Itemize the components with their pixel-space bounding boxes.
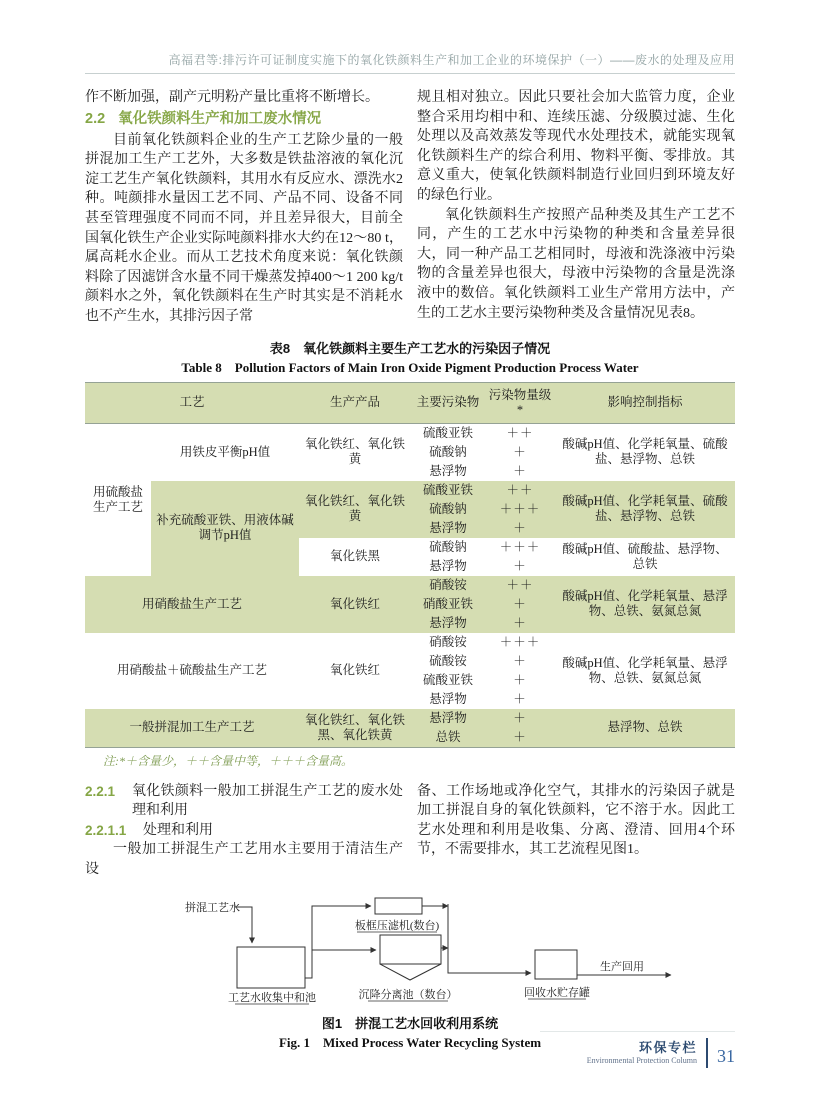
cell-level: ＋＋＋ — [499, 634, 541, 649]
col-header-process: 工艺 — [85, 382, 299, 423]
filter-press-box — [375, 898, 422, 914]
section-number: 2.2.1 — [85, 783, 116, 799]
figure-caption-cn: 图1 拼混工艺水回收利用系统 — [321, 1015, 499, 1031]
table-row — [85, 576, 735, 595]
settling-tank-label: 沉降分离池（数台） — [358, 988, 458, 1001]
cell-product: 氧化铁黑 — [330, 549, 381, 564]
cell-product: 氧化铁红、氧化铁黄 — [299, 481, 411, 538]
section-right-column — [417, 782, 735, 880]
diagram-output-label: 生产回用 — [600, 960, 644, 973]
section-number: 2.2 — [85, 110, 106, 127]
table-row — [85, 709, 735, 728]
storage-tank-box — [535, 950, 577, 979]
cell-indicator: 酸碱pH值、化学耗氧量、硫酸盐、悬浮物、总铁 — [555, 481, 735, 538]
cell-pollutant: 硫酸钠 — [411, 500, 485, 519]
table-header-row — [85, 382, 735, 423]
cell-indicator: 酸碱pH值、化学耗氧量、悬浮物、总铁、氨氮总氮 — [562, 655, 728, 685]
collect-tank-box — [237, 947, 305, 988]
page-number: 31 — [717, 1046, 735, 1066]
section-text-columns — [85, 782, 735, 880]
cell-process-group: 用硫酸盐生产工艺 — [92, 484, 143, 514]
cell-level: ＋ — [513, 558, 527, 573]
cell-pollutant: 悬浮物 — [411, 614, 485, 633]
cell-indicator: 酸碱pH值、化学耗氧量、悬浮物、总铁、氨氮总氮 — [555, 576, 735, 633]
table-footnote: 注:*＋含量少，＋＋含量中等，＋＋＋含量高。 — [103, 753, 353, 768]
cell-pollutant: 硝酸亚铁 — [411, 595, 485, 614]
cell-pollutant: 硫酸钠 — [429, 444, 467, 459]
cell-pollutant: 硝酸铵 — [429, 634, 467, 649]
cell-process: 补充硫酸亚铁、用液体碱调节pH值 — [151, 481, 299, 576]
cell-pollutant: 总铁 — [411, 728, 485, 748]
cell-pollutant: 悬浮物 — [411, 519, 485, 538]
page-footer — [587, 1038, 735, 1068]
storage-tank-label: 回收水贮存罐 — [524, 986, 590, 999]
footer-rule — [540, 1031, 735, 1032]
top-text-columns — [85, 88, 735, 327]
cell-process-group: 用硝酸盐＋硫酸盐生产工艺 — [117, 663, 268, 678]
cell-level: ＋ — [513, 691, 527, 706]
cell-pollutant: 硫酸亚铁 — [411, 481, 485, 500]
body-paragraph: 规且相对独立。因此只要社会加大监管力度，企业整合采用均相中和、连续压滤、分级膜过滤、生化处理以及高效蒸发等现代水处理技术，就能实现氧化铁颜料生产的综合利用、物料平衡、零排放。其意义重大，使氧化铁颜料制造行业回归到环境友好的绿色行业。 — [417, 90, 735, 203]
cell-level: ＋ — [485, 595, 555, 614]
section-heading-2-2-1 — [85, 782, 403, 821]
body-paragraph: 目前氧化铁颜料企业的生产工艺除少量的一般拼混加工生产工艺外，大多数是铁盐溶液的氧化沉淀工艺生产氧化铁颜料，其用水有反应水、漂洗水2种。吨颜排水量因工艺不同、产品不同、设备不同甚至管理强度不同而不同，并且差异很大，目前全国氧化铁生产企业实际吨颜料排水大约在12～80 t，属高耗水企业。而从工艺技术角度来说：氧化铁颜料除了因滤饼含水量不同干燥蒸发掉400～1 200 kg/t颜料水之外，氧化铁颜料在生产时其实是不消耗水也不产生水，其排污因子常 — [85, 132, 403, 324]
cell-level: ＋＋ — [506, 425, 534, 440]
settling-tank-funnel — [380, 964, 441, 980]
cell-level: ＋ — [513, 653, 527, 668]
page-content — [85, 88, 735, 1051]
cell-pollutant: 悬浮物 — [429, 463, 467, 478]
body-paragraph: 氧化铁颜料生产按照产品种类及其生产工艺不同，产生的工艺水中污染物的种类和含量差异很大，同一种产品工艺相同时，母液和洗涤液中污染物的含量差异也很大，母液中污染物的含量是洗涤液中的数倍。氧化铁颜料工业生产常用方法中，产生的工艺水主要污染物种类及含量情况见表8。 — [417, 207, 735, 321]
cell-level: ＋ — [513, 444, 527, 459]
body-paragraph: 备、工作场地或净化空气，其排水的污染因子就是加工拼混自身的氧化铁颜料，它不溶于水。因此工艺水处理和利用是收集、分离、澄清、回用4个环节，不需要排水，其工艺流程见图1。 — [417, 783, 735, 858]
cell-pollutant: 硫酸亚铁 — [423, 672, 474, 687]
flow-arrow — [448, 904, 531, 973]
col-header-product: 生产产品 — [299, 382, 411, 423]
figure-caption-en: Fig. 1 Mixed Process Water Recycling System — [278, 1034, 542, 1050]
top-left-column — [85, 88, 403, 327]
cell-indicator: 酸碱pH值、硫酸盐、悬浮物、总铁 — [562, 541, 728, 571]
section-title: 处理和利用 — [143, 822, 213, 838]
table-row — [85, 423, 735, 443]
cell-level: ＋＋ — [485, 481, 555, 500]
cell-pollutant: 硫酸亚铁 — [423, 425, 474, 440]
cell-pollutant: 悬浮物 — [429, 691, 467, 706]
figure-flow-diagram — [85, 890, 735, 1010]
cell-process: 用铁皮平衡pH值 — [179, 444, 271, 459]
cell-pollutant: 硝酸铵 — [411, 576, 485, 595]
col-header-pollutant: 主要污染物 — [411, 382, 485, 423]
col-header-indicator: 影响控制指标 — [555, 382, 735, 423]
table-title-en: Table 8 Pollution Factors of Main Iron Oxide Pigment Production Process Water — [181, 359, 639, 375]
header-rule — [85, 73, 735, 74]
section-title: 氧化铁颜料生产和加工废水情况 — [118, 110, 322, 127]
cell-process-group: 用硝酸盐生产工艺 — [85, 576, 299, 633]
filter-press-label: 板框压滤机(数台) — [354, 919, 440, 932]
section-heading-2-2 — [85, 109, 403, 130]
running-head: 高福君等:排污许可证制度实施下的氧化铁颜料生产和加工企业的环境保护（一）——废水的处理及应用 — [168, 53, 735, 67]
cell-product: 氧化铁红 — [299, 576, 411, 633]
collect-tank-label: 工艺水收集中和池 — [228, 991, 316, 1004]
col-header-level: 污染物量级* — [485, 382, 555, 423]
cell-level: ＋ — [485, 709, 555, 728]
flow-arrow — [305, 906, 371, 978]
cell-indicator: 悬浮物、总铁 — [555, 709, 735, 748]
cell-level: ＋ — [513, 463, 527, 478]
cell-process-group: 一般拼混加工生产工艺 — [85, 709, 299, 748]
table-row — [85, 633, 735, 652]
column-banner — [587, 1038, 708, 1068]
cell-pollutant: 悬浮物 — [411, 709, 485, 728]
section-title: 氧化铁颜料一般加工拼混生产工艺的废水处理和利用 — [132, 783, 403, 819]
cell-level: ＋＋＋ — [499, 539, 541, 554]
cell-level: ＋ — [485, 519, 555, 538]
section-heading-2-2-1-1 — [85, 821, 403, 841]
cell-pollutant: 悬浮物 — [429, 558, 467, 573]
table-row — [85, 481, 735, 500]
top-right-column — [417, 88, 735, 327]
settling-tank-box — [380, 935, 441, 964]
column-name-en: Environmental Protection Column — [586, 1056, 697, 1065]
cell-indicator: 酸碱pH值、化学耗氧量、硫酸盐、悬浮物、总铁 — [562, 437, 728, 467]
column-name-cn: 环保专栏 — [638, 1040, 697, 1055]
cell-pollutant: 硫酸钠 — [429, 539, 467, 554]
cell-level: ＋＋＋ — [485, 500, 555, 519]
table-title-cn: 表8 氧化铁颜料主要生产工艺水的污染因子情况 — [269, 340, 551, 356]
section-number: 2.2.1.1 — [85, 822, 127, 838]
cell-product: 氧化铁红、氧化铁黑、氧化铁黄 — [299, 709, 411, 748]
pollution-factors-table — [85, 382, 735, 748]
cell-product: 氧化铁红 — [330, 663, 381, 678]
carryover-paragraph: 作不断加强，副产元明粉产量比重将不断增长。 — [85, 90, 379, 105]
cell-level: ＋ — [485, 728, 555, 748]
body-paragraph: 一般加工拼混生产工艺用水主要用于清洁生产设 — [85, 842, 403, 877]
cell-level: ＋ — [513, 672, 527, 687]
cell-pollutant: 硫酸铵 — [429, 653, 467, 668]
cell-product: 氧化铁红、氧化铁黄 — [305, 437, 406, 467]
cell-level: ＋ — [485, 614, 555, 633]
process-flow-svg — [85, 890, 735, 1010]
cell-level: ＋＋ — [485, 576, 555, 595]
section-left-column — [85, 782, 403, 880]
diagram-input-label: 拼混工艺水 — [185, 901, 240, 914]
